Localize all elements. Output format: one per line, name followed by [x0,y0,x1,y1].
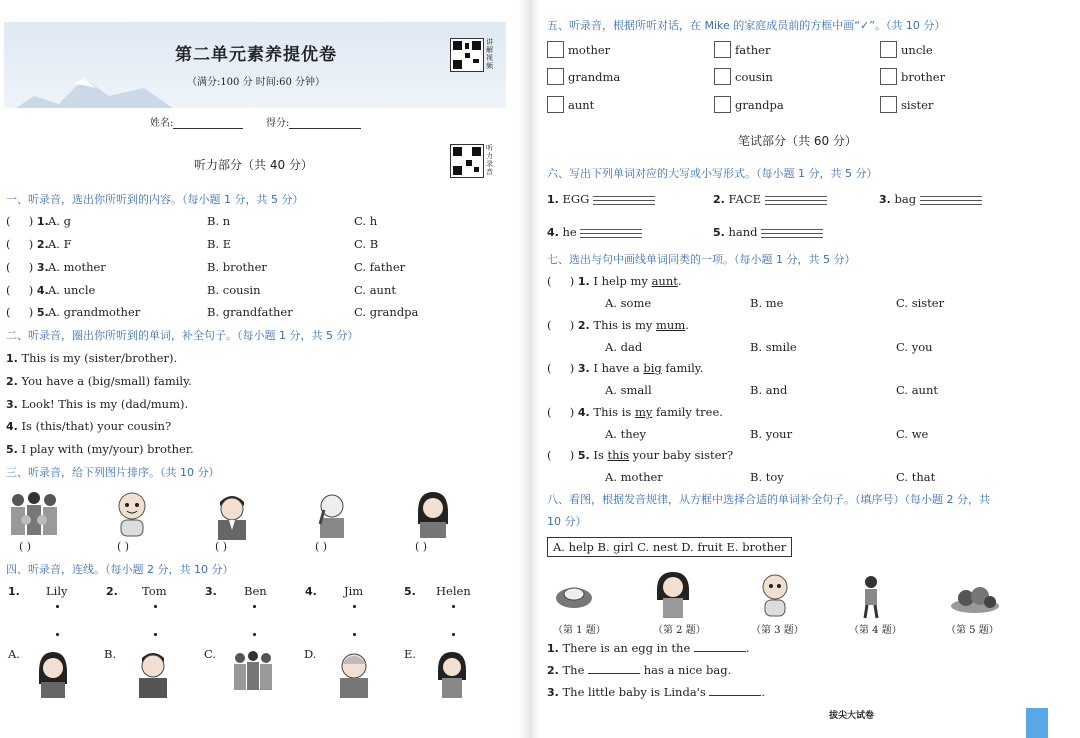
checkbox-label: uncle [901,43,933,57]
girl-image [653,570,693,620]
baby-brother-image [757,572,793,618]
picture-caption: （第 2 题） [653,625,706,636]
question-row: ( ) 3. I have a big family. [547,361,704,375]
option-c: C. sister [896,296,945,310]
option-a: A. dad [605,340,643,354]
footer-brand: 拔尖大试卷 [829,711,875,721]
section-3-title: 三、听录音，给下列图片排序。（共 10 分） [6,466,220,479]
option-c: C. that [896,470,936,484]
checkbox-mother[interactable] [547,41,564,58]
family-picture [230,648,276,698]
connect-dot[interactable] [56,605,59,608]
option-a: A. they [605,427,646,441]
option-b: B. and [750,383,788,397]
woman-picture [34,648,72,698]
checkbox-label: grandma [568,70,621,84]
checkbox-cousin[interactable] [714,68,731,85]
connect-dot[interactable] [154,605,157,608]
checkbox-label: father [735,43,771,57]
question-row: ( ) 5. Is this your baby sister? [547,448,734,462]
option-b: B. your [750,427,793,441]
order-paren[interactable]: ( ) [315,540,328,553]
option-a: A. mother [48,260,106,274]
list-item: ( ) 3. [6,260,49,274]
score-blank[interactable] [289,116,361,129]
checkbox-uncle[interactable] [880,41,897,58]
connect-dot[interactable] [253,633,256,636]
list-item: ( ) 2. [6,237,49,251]
listening-part-title: 听力部分（共 40 分） [194,158,313,172]
list-item: 1. This is my (sister/brother). [6,351,178,365]
question-row: ( ) 4. This is my family tree. [547,405,723,419]
picture-caption: （第 4 题） [849,625,902,636]
option-c: C. aunt [896,383,938,397]
name-item: 2. [106,585,118,598]
picture-letter: C. [204,647,217,661]
order-paren[interactable]: ( ) [215,540,228,553]
picture-letter: B. [104,647,117,661]
section-2-title: 二、听录音，圈出你所听到的单词，补全句子。（每小题 1 分，共 5 分） [6,329,359,342]
name-item: 5. [404,585,416,598]
option-c: C. we [896,427,929,441]
woman-image [412,490,454,540]
answer-lines[interactable] [920,193,982,207]
option-b: B. brother [207,260,267,274]
qr-code-icon[interactable] [450,144,484,178]
connect-dot[interactable] [452,605,455,608]
picture-caption: （第 5 题） [946,625,999,636]
checkbox-label: brother [901,70,946,84]
qr-code-icon[interactable] [450,38,484,72]
option-c: C. h [354,214,378,228]
picture-caption: （第 1 题） [553,625,606,636]
checkbox-father[interactable] [714,41,731,58]
fill-blank[interactable] [694,640,746,652]
checkbox-sister[interactable] [880,96,897,113]
grandpa-image [310,490,354,540]
name-label: Helen [436,584,471,598]
score-field[interactable] [266,114,361,129]
fruit-plate-image [948,572,1002,616]
question-row: ( ) 2. This is my mum. [547,318,689,332]
order-paren[interactable]: ( ) [415,540,428,553]
connect-dot[interactable] [253,605,256,608]
connect-dot[interactable] [452,633,455,636]
name-label: Ben [244,584,267,598]
option-b: B. smile [750,340,797,354]
word-item: 4. he [547,225,642,240]
section-6-title: 六、写出下列单词对应的大写或小写形式。（每小题 1 分，共 5 分） [547,167,878,180]
man-picture [134,648,172,698]
option-a: A. some [605,296,652,310]
nest-image [554,580,594,610]
question-row: ( ) 1. I help my aunt. [547,274,682,288]
list-item: 4. Is (this/that) your cousin? [6,419,172,433]
order-paren[interactable]: ( ) [19,540,32,553]
name-label: Jim [344,584,364,598]
checkbox-grandma[interactable] [547,68,564,85]
answer-lines[interactable] [580,226,642,240]
option-c: C. grandpa [354,305,419,319]
checkbox-label: cousin [735,70,773,84]
word-item: 1. EGG [547,192,655,207]
option-a: A. mother [605,470,663,484]
header-band [4,22,506,108]
section-1-title: 一、听录音，选出你所听到的内容。（每小题 1 分，共 5 分） [6,193,304,206]
answer-lines[interactable] [761,226,823,240]
option-c: C. B [354,237,379,251]
list-item: ( ) 5. [6,305,49,319]
fill-sentence: 1. There is an egg in the . [547,641,750,655]
option-b: B. me [750,296,784,310]
name-label: Tom [142,584,167,598]
picture-letter: A. [8,647,20,661]
name-blank[interactable] [173,116,243,129]
checkbox-grandpa[interactable] [714,96,731,113]
answer-lines[interactable] [765,193,827,207]
fill-blank[interactable] [709,684,761,696]
written-part-title: 笔试部分（共 60 分） [738,134,857,148]
list-item: 3. Look! This is my (dad/mum). [6,397,189,411]
connect-dot[interactable] [353,633,356,636]
score-label: 得分: [266,118,290,129]
word-item: 2. FACE [713,192,827,207]
order-paren[interactable]: ( ) [117,540,130,553]
helping-boy-image [856,574,886,620]
option-a: A. g [48,214,71,228]
picture-caption: （第 3 题） [751,625,804,636]
option-b: B. n [207,214,231,228]
option-c: C. aunt [354,283,396,297]
word-item: 3. bag [879,192,982,207]
fill-blank[interactable] [588,662,640,674]
checkbox-label: aunt [568,98,595,112]
list-item: ( ) 4. [6,283,49,297]
word-item: 5. hand [713,225,823,240]
section-7-title: 七、选出与句中画线单词同类的一项。（每小题 1 分，共 5 分） [547,253,856,266]
exam-subtitle: （满分:100 分 时间:60 分钟） [186,77,326,88]
section-8-title-cont: 10 分） [547,515,587,528]
qr-caption-video: 讲解视频 [486,38,493,70]
picture-letter: D. [304,647,317,661]
option-b: B. cousin [207,283,261,297]
fill-sentence: 2. The has a nice bag. [547,663,732,677]
page-edge-tab [1026,708,1048,738]
option-b: B. toy [750,470,784,484]
baby-image [112,490,152,540]
name-item: 1. [8,585,20,598]
girl-picture [434,650,470,698]
answer-lines[interactable] [593,193,655,207]
exam-title: 第二单元素养提优卷 [175,45,337,65]
section-5-title: 五、听录音，根据所听对话，在 Mike 的家庭成员前的方框中画“✓”。（共 10 分） [547,19,946,32]
checkbox-label: sister [901,98,934,112]
left-page [0,0,530,738]
connect-dot[interactable] [353,605,356,608]
section-8-title: 八、看图，根据发音规律，从方框中选择合适的单词补全句子。（填序号）（每小题 2 分，共 [547,493,990,506]
family-group-image [6,490,62,540]
man-image [212,492,252,540]
option-b: B. grandfather [207,305,293,319]
option-c: C. you [896,340,933,354]
name-label: Lily [46,584,68,598]
name-item: 3. [205,585,217,598]
checkbox-label: mother [568,43,611,57]
list-item: ( ) 1. [6,214,49,228]
name-item: 4. [305,585,317,598]
option-b: B. E [207,237,232,251]
grandma-picture [334,650,374,698]
word-choice-box: A. help B. girl C. nest D. fruit E. brother [547,537,792,557]
option-a: A. uncle [48,283,96,297]
option-a: A. small [605,383,652,397]
name-field[interactable] [150,114,243,129]
checkbox-brother[interactable] [880,68,897,85]
option-a: A. grandmother [48,305,141,319]
list-item: 2. You have a (big/small) family. [6,374,192,388]
name-label: 姓名: [150,118,174,129]
option-c: C. father [354,260,406,274]
fill-sentence: 3. The little baby is Linda's . [547,685,766,699]
connect-dot[interactable] [154,633,157,636]
checkbox-aunt[interactable] [547,96,564,113]
list-item: 5. I play with (my/your) brother. [6,442,194,456]
connect-dot[interactable] [56,633,59,636]
option-a: A. F [48,237,72,251]
qr-caption-audio: 听力录音 [486,144,493,176]
picture-letter: E. [404,647,417,661]
checkbox-label: grandpa [735,98,784,112]
section-4-title: 四、听录音，连线。（每小题 2 分，共 10 分） [6,563,234,576]
